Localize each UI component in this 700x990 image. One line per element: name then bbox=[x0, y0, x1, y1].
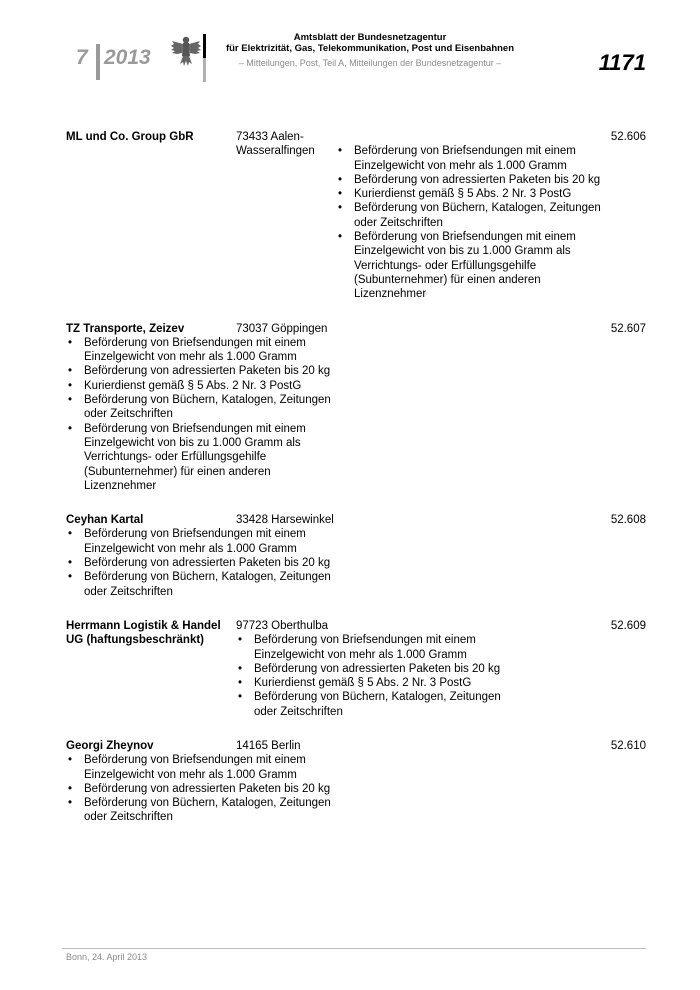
licensee-location: 14165 Berlin bbox=[236, 739, 301, 752]
service-item bbox=[236, 690, 506, 719]
service-item bbox=[66, 527, 336, 556]
service-item bbox=[66, 393, 336, 422]
service-text: Beförderung von Briefsendungen mit einem Einzelgewicht von mehr als 1.000 Gramm bbox=[354, 145, 576, 172]
licensee-name: Ceyhan Kartal bbox=[66, 514, 144, 527]
page-number: 1171 bbox=[598, 50, 646, 75]
bullet-icon: • bbox=[238, 634, 243, 647]
licensee-location: 73433 Aalen-Wasseralfingen bbox=[236, 131, 315, 158]
bullet-icon: • bbox=[238, 662, 243, 675]
bullet-icon: • bbox=[68, 422, 73, 435]
service-text: Beförderung von Büchern, Katalogen, Zeitungen oder Zeitschriften bbox=[354, 202, 601, 229]
service-item bbox=[336, 201, 606, 230]
license-entry bbox=[66, 739, 651, 825]
service-item bbox=[66, 753, 336, 782]
service-text: Beförderung von Briefsendungen mit einem Einzelgewicht von mehr als 1.000 Gramm bbox=[84, 528, 306, 555]
bullet-icon: • bbox=[68, 557, 73, 570]
license-table bbox=[66, 130, 651, 845]
bullet-icon: • bbox=[68, 394, 73, 407]
service-text: Beförderung von Briefsendungen mit einem Einzelgewicht von mehr als 1.000 Gramm bbox=[254, 634, 476, 661]
service-item bbox=[66, 379, 336, 393]
service-text: Beförderung von adressierten Paketen bis 20 kg bbox=[84, 557, 331, 570]
bullet-icon: • bbox=[338, 173, 343, 186]
bullet-icon: • bbox=[338, 202, 343, 215]
bullet-icon: • bbox=[68, 336, 73, 349]
service-text: Beförderung von Büchern, Katalogen, Zeitungen oder Zeitschriften bbox=[84, 394, 331, 421]
service-item bbox=[236, 662, 506, 676]
bullet-icon: • bbox=[68, 782, 73, 795]
publication-title bbox=[205, 32, 535, 54]
bullet-icon: • bbox=[68, 365, 73, 378]
licensee-location: 33428 Harsewinkel bbox=[236, 514, 334, 527]
publication-subtitle: – Mitteilungen, Post, Teil A, Mitteilungen der Bundesnetzagentur – bbox=[238, 58, 502, 68]
issue-divider bbox=[96, 44, 100, 80]
service-item bbox=[336, 173, 606, 187]
service-item bbox=[66, 570, 336, 599]
bullet-icon: • bbox=[68, 571, 73, 584]
bullet-icon: • bbox=[68, 754, 73, 767]
licensee-name: Georgi Zheynov bbox=[66, 739, 154, 752]
license-entry bbox=[66, 130, 651, 302]
service-text: Beförderung von Briefsendungen mit einem Einzelgewicht von bis zu 1.000 Gramm als Verrichtungs- oder Erfüllungsgehilfe (Subunternehmer) für einen anderen Lizenznehmer bbox=[354, 231, 576, 301]
service-text: Beförderung von Briefsendungen mit einem Einzelgewicht von mehr als 1.000 Gramm bbox=[84, 754, 306, 781]
bullet-icon: • bbox=[68, 379, 73, 392]
service-item bbox=[66, 796, 336, 825]
service-text: Beförderung von Briefsendungen mit einem Einzelgewicht von bis zu 1.000 Gramm als Verrichtungs- oder Erfüllungsgehilfe (Subunternehmer) für einen anderen Lizenznehmer bbox=[84, 422, 306, 492]
bullet-icon: • bbox=[68, 797, 73, 810]
license-number: 52.607 bbox=[610, 322, 646, 335]
license-entry bbox=[66, 322, 651, 494]
license-number: 52.610 bbox=[610, 739, 646, 752]
service-item bbox=[66, 364, 336, 378]
service-item bbox=[66, 336, 336, 365]
publication-title-line2: für Elektrizität, Gas, Telekommunikation, Post und Eisenbahnen bbox=[225, 43, 515, 54]
service-list bbox=[66, 336, 336, 493]
service-list bbox=[66, 753, 336, 824]
service-list bbox=[336, 144, 606, 301]
service-text: Beförderung von adressierten Paketen bis 20 kg bbox=[84, 782, 331, 795]
license-number: 52.606 bbox=[610, 131, 646, 143]
service-text: Beförderung von adressierten Paketen bis 20 kg bbox=[354, 173, 601, 186]
service-item bbox=[236, 633, 506, 662]
service-text: Beförderung von adressierten Paketen bis 20 kg bbox=[254, 662, 501, 675]
issue-year: 2013 bbox=[104, 46, 151, 69]
licensee-name: Herrmann Logistik & Handel UG (haftungsbeschränkt) bbox=[66, 619, 221, 647]
service-list bbox=[66, 527, 336, 598]
licensee-location: 97723 Oberthulba bbox=[236, 619, 329, 632]
service-text: Beförderung von adressierten Paketen bis 20 kg bbox=[84, 365, 331, 378]
issue-number: 7 bbox=[76, 46, 88, 69]
licensee-name: ML und Co. Group GbR bbox=[66, 131, 194, 143]
service-text: Beförderung von Büchern, Katalogen, Zeitungen oder Zeitschriften bbox=[84, 797, 331, 824]
bullet-icon: • bbox=[338, 231, 343, 244]
federal-eagle-icon bbox=[170, 34, 202, 70]
service-item bbox=[66, 556, 336, 570]
bullet-icon: • bbox=[238, 691, 243, 704]
bullet-icon: • bbox=[338, 188, 343, 201]
service-text: Kurierdienst gemäß § 5 Abs. 2 Nr. 3 PostG bbox=[354, 188, 572, 201]
service-list bbox=[236, 633, 506, 719]
footer-date: Bonn, 24. April 2013 bbox=[66, 952, 148, 962]
license-number: 52.609 bbox=[610, 619, 646, 632]
service-item bbox=[336, 187, 606, 201]
service-item bbox=[336, 230, 606, 301]
publication-title-line1: Amtsblatt der Bundesnetzagentur bbox=[293, 32, 447, 43]
service-text: Beförderung von Büchern, Katalogen, Zeitungen oder Zeitschriften bbox=[84, 571, 331, 598]
service-text: Beförderung von Briefsendungen mit einem Einzelgewicht von mehr als 1.000 Gramm bbox=[84, 336, 306, 364]
service-item bbox=[336, 144, 606, 173]
license-entry bbox=[66, 513, 651, 599]
footer-divider bbox=[62, 948, 646, 949]
licensee-name: TZ Transporte, Zeizev bbox=[66, 322, 185, 335]
license-number: 52.608 bbox=[610, 514, 646, 527]
bullet-icon: • bbox=[238, 677, 243, 690]
licensee-location: 73037 Göppingen bbox=[236, 322, 328, 335]
service-item bbox=[66, 422, 336, 493]
service-text: Beförderung von Büchern, Katalogen, Zeitungen oder Zeitschriften bbox=[254, 691, 501, 718]
service-text: Kurierdienst gemäß § 5 Abs. 2 Nr. 3 PostG bbox=[254, 677, 472, 690]
bullet-icon: • bbox=[68, 528, 73, 541]
bullet-icon: • bbox=[338, 145, 343, 158]
service-text: Kurierdienst gemäß § 5 Abs. 2 Nr. 3 PostG bbox=[84, 379, 302, 392]
service-item bbox=[236, 676, 506, 690]
license-entry bbox=[66, 619, 651, 719]
service-item bbox=[66, 782, 336, 796]
